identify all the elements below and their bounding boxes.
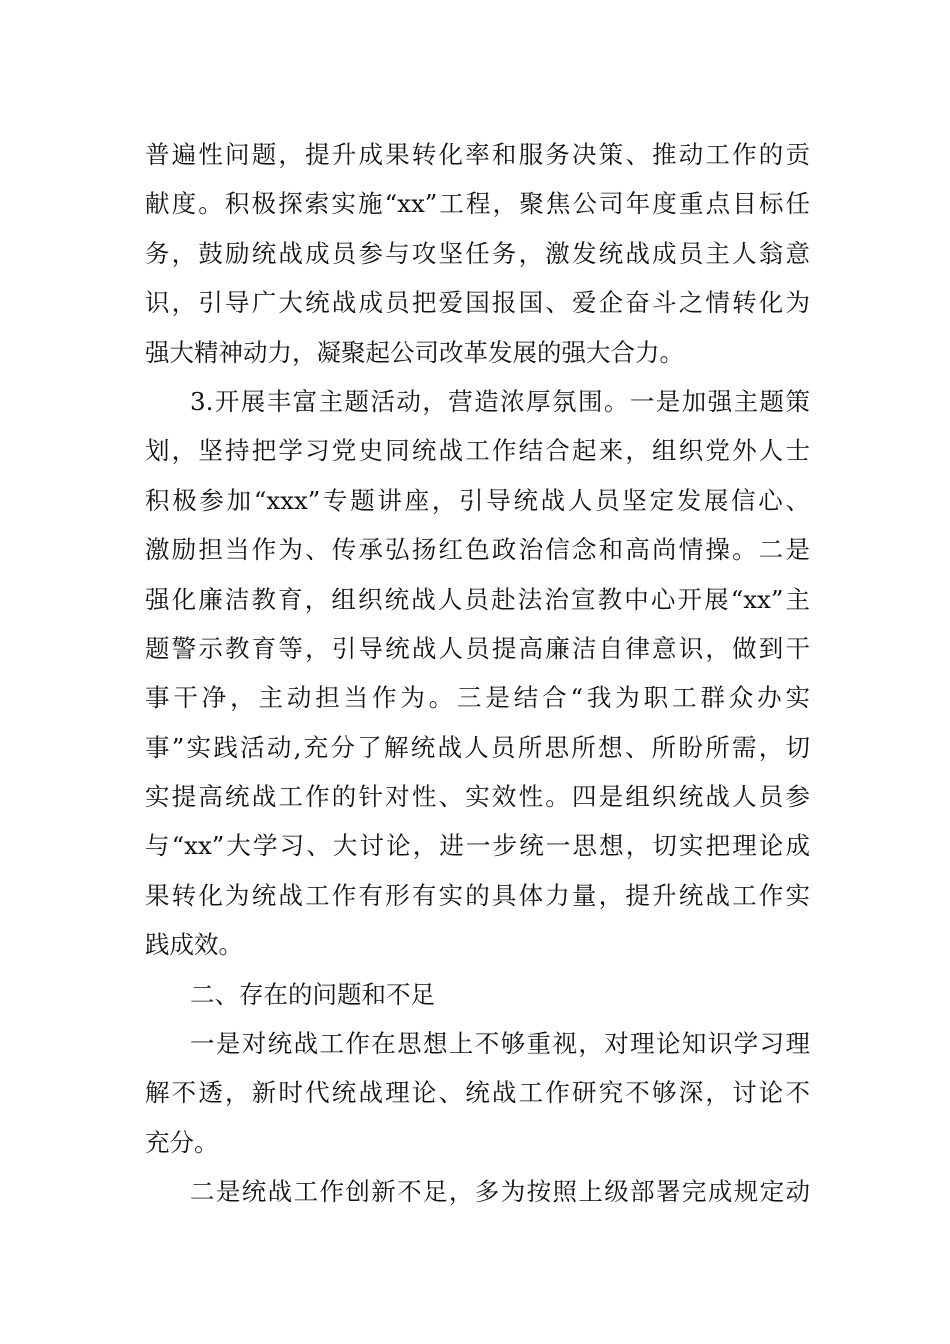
text-line: 题警示教育等，引导统战人员提高廉洁自律意识，做到干 <box>145 633 810 663</box>
document-page <box>145 130 810 1217</box>
text-line: 献度。积极探索实施“xx”工程，聚焦公司年度重点目标任 <box>145 189 810 219</box>
text-line: 强大精神动力，凝聚起公司改革发展的强大合力。 <box>145 337 684 367</box>
text-line: 强化廉洁教育，组织统战人员赴法治宣教中心开展“xx”主 <box>145 584 810 614</box>
text-line: 识，引导广大统战成员把爱国报国、爱企奋斗之情转化为 <box>145 288 810 318</box>
text-line: 果转化为统战工作有形有实的具体力量，提升统战工作实 <box>145 880 810 910</box>
section-heading-problems <box>145 970 810 1019</box>
text-line: 解不透，新时代统战理论、统战工作研究不够深，讨论不 <box>145 1078 810 1108</box>
text-line: 事”实践活动,充分了解统战人员所思所想、所盼所需，切 <box>145 732 810 762</box>
text-line: 划，坚持把学习党史同统战工作结合起来，组织党外人士 <box>145 436 810 466</box>
paragraph-theme-activities <box>145 377 810 970</box>
text-line: 实提高统战工作的针对性、实效性。四是组织统战人员参 <box>145 782 810 812</box>
text-line: 3.开展丰富主题活动，营造浓厚氛围。一是加强主题策 <box>190 386 810 416</box>
text-line: 一是对统战工作在思想上不够重视，对理论知识学习理 <box>190 1029 810 1059</box>
text-line: 积极参加“xxx”专题讲座，引导统战人员坚定发展信心、 <box>145 485 810 515</box>
text-line: 与“xx”大学习、大讨论，进一步统一思想，切实把理论成 <box>145 831 810 861</box>
text-line: 充分。 <box>145 1127 219 1157</box>
text-line: 务，鼓励统战成员参与攻坚任务，激发统战成员主人翁意 <box>145 238 810 268</box>
paragraph-problem-two <box>145 1167 810 1216</box>
paragraph-project-contribution <box>145 130 810 377</box>
paragraph-problem-one <box>145 1019 810 1167</box>
text-line: 事干净，主动担当作为。三是结合“我为职工群众办实 <box>145 683 810 713</box>
text-line: 激励担当作为、传承弘扬红色政治信念和高尚情操。二是 <box>145 535 810 565</box>
text-line: 二是统战工作创新不足，多为按照上级部署完成规定动 <box>190 1177 810 1207</box>
text-line: 践成效。 <box>145 930 243 960</box>
text-line: 普遍性问题，提升成果转化率和服务决策、推动工作的贡 <box>145 140 810 169</box>
section-heading: 二、存在的问题和不足 <box>190 979 435 1009</box>
